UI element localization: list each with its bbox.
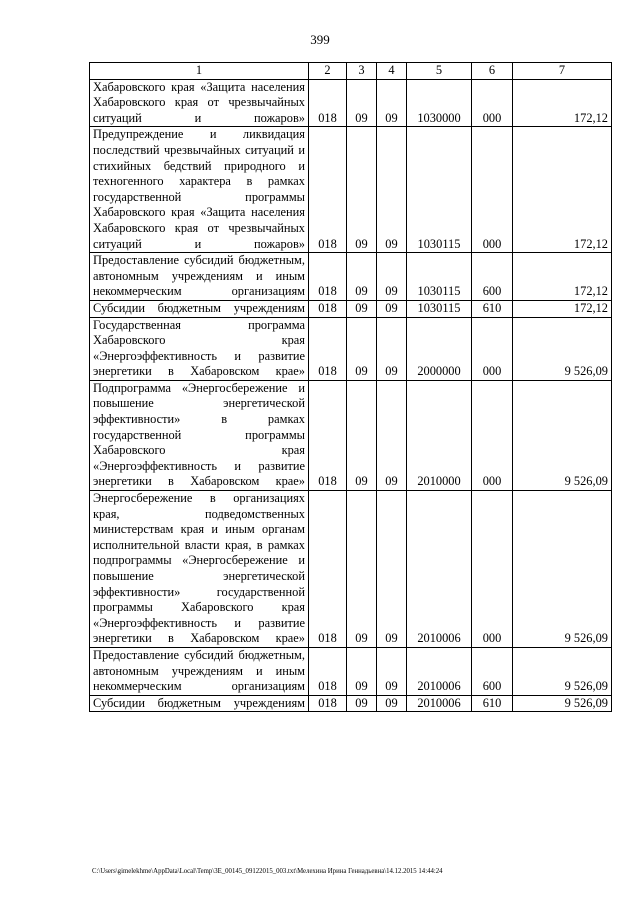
row-col-6: 000 (472, 380, 513, 490)
row-col-4: 09 (377, 647, 407, 695)
row-col-3: 09 (347, 127, 377, 253)
row-col-4: 09 (377, 695, 407, 712)
row-col-3: 09 (347, 695, 377, 712)
row-name: Предоставление субсидий бюджетным, автономным учреждениям и иным некоммерческим организациям (90, 647, 309, 695)
row-col-2: 018 (309, 380, 347, 490)
table-row (90, 127, 612, 253)
row-col-3: 09 (347, 491, 377, 648)
row-col-3: 09 (347, 647, 377, 695)
header-col-7: 7 (513, 63, 612, 80)
row-col-5: 2010006 (407, 491, 472, 648)
row-col-6: 610 (472, 300, 513, 317)
row-col-2: 018 (309, 79, 347, 127)
page-number: 399 (310, 32, 330, 47)
table-row (90, 647, 612, 695)
row-col-2: 018 (309, 491, 347, 648)
row-name: Субсидии бюджетным учреждениям (90, 300, 309, 317)
row-col-3: 09 (347, 300, 377, 317)
row-amount: 172,12 (513, 300, 612, 317)
row-amount: 172,12 (513, 79, 612, 127)
row-amount: 9 526,09 (513, 491, 612, 648)
footer-file-path: C:\Users\gimelekhme\AppData\Local\Temp\3E_00145_09122015_003.txt\Мелехина Ирина Геннадьевна\14.12.2015 14:44:24 (92, 868, 443, 875)
table-row (90, 695, 612, 712)
row-name: Государственная программа Хабаровского края «Энергоэффективность и развитие энергетики в Хабаровском крае» (90, 317, 309, 380)
row-col-2: 018 (309, 253, 347, 301)
row-name: Хабаровского края «Защита населения Хабаровского края от чрезвычайных ситуаций и пожаров» (90, 79, 309, 127)
row-col-2: 018 (309, 647, 347, 695)
table-row (90, 317, 612, 380)
row-col-6: 600 (472, 647, 513, 695)
row-col-4: 09 (377, 127, 407, 253)
row-amount: 9 526,09 (513, 380, 612, 490)
row-col-5: 1030000 (407, 79, 472, 127)
table-header-row (90, 63, 612, 80)
row-col-6: 000 (472, 79, 513, 127)
row-name: Субсидии бюджетным учреждениям (90, 695, 309, 712)
row-name: Предоставление субсидий бюджетным, автономным учреждениям и иным некоммерческим организациям (90, 253, 309, 301)
row-col-3: 09 (347, 380, 377, 490)
row-col-6: 000 (472, 491, 513, 648)
row-col-5: 2010006 (407, 695, 472, 712)
table-row (90, 300, 612, 317)
row-col-3: 09 (347, 79, 377, 127)
row-col-5: 1030115 (407, 300, 472, 317)
table-row (90, 253, 612, 301)
row-col-2: 018 (309, 317, 347, 380)
header-col-4: 4 (377, 63, 407, 80)
header-col-3: 3 (347, 63, 377, 80)
row-col-5: 2010000 (407, 380, 472, 490)
row-name: Предупреждение и ликвидация последствий чрезвычайных ситуаций и стихийных бедствий природного и техногенного характера в рамках государственной программы Хабаровского края «Защита населения Хабаровского края от чрезвычайных ситуаций и пожаров» (90, 127, 309, 253)
header-col-1: 1 (90, 63, 309, 80)
row-col-6: 000 (472, 317, 513, 380)
header-col-5: 5 (407, 63, 472, 80)
row-name: Энергосбережение в организациях края, подведомственных министерствам края и иным органам исполнительной власти края, в рамках подпрограммы «Энергосбережение и повышение энергетической эффективности» государственной программы Хабаровского края «Энергоэффективность и развитие энергетики в Хабаровском крае» (90, 491, 309, 648)
row-col-4: 09 (377, 79, 407, 127)
row-col-4: 09 (377, 253, 407, 301)
row-col-2: 018 (309, 300, 347, 317)
row-col-3: 09 (347, 253, 377, 301)
table-row (90, 79, 612, 127)
row-col-4: 09 (377, 380, 407, 490)
row-col-3: 09 (347, 317, 377, 380)
row-col-2: 018 (309, 127, 347, 253)
row-col-5: 2000000 (407, 317, 472, 380)
row-amount: 9 526,09 (513, 647, 612, 695)
header-col-2: 2 (309, 63, 347, 80)
row-amount: 172,12 (513, 253, 612, 301)
table-row (90, 491, 612, 648)
row-col-5: 1030115 (407, 127, 472, 253)
row-col-4: 09 (377, 317, 407, 380)
row-col-4: 09 (377, 300, 407, 317)
row-col-5: 2010006 (407, 647, 472, 695)
row-col-2: 018 (309, 695, 347, 712)
row-amount: 9 526,09 (513, 317, 612, 380)
row-col-6: 000 (472, 127, 513, 253)
budget-table (89, 62, 612, 712)
row-col-6: 600 (472, 253, 513, 301)
row-col-5: 1030115 (407, 253, 472, 301)
row-name: Подпрограмма «Энергосбережение и повышение энергетической эффективности» в рамках государственной программы Хабаровского края «Энергоэффективность и развитие энергетики в Хабаровском крае» (90, 380, 309, 490)
table-row (90, 380, 612, 490)
row-col-4: 09 (377, 491, 407, 648)
row-amount: 172,12 (513, 127, 612, 253)
row-col-6: 610 (472, 695, 513, 712)
row-amount: 9 526,09 (513, 695, 612, 712)
header-col-6: 6 (472, 63, 513, 80)
